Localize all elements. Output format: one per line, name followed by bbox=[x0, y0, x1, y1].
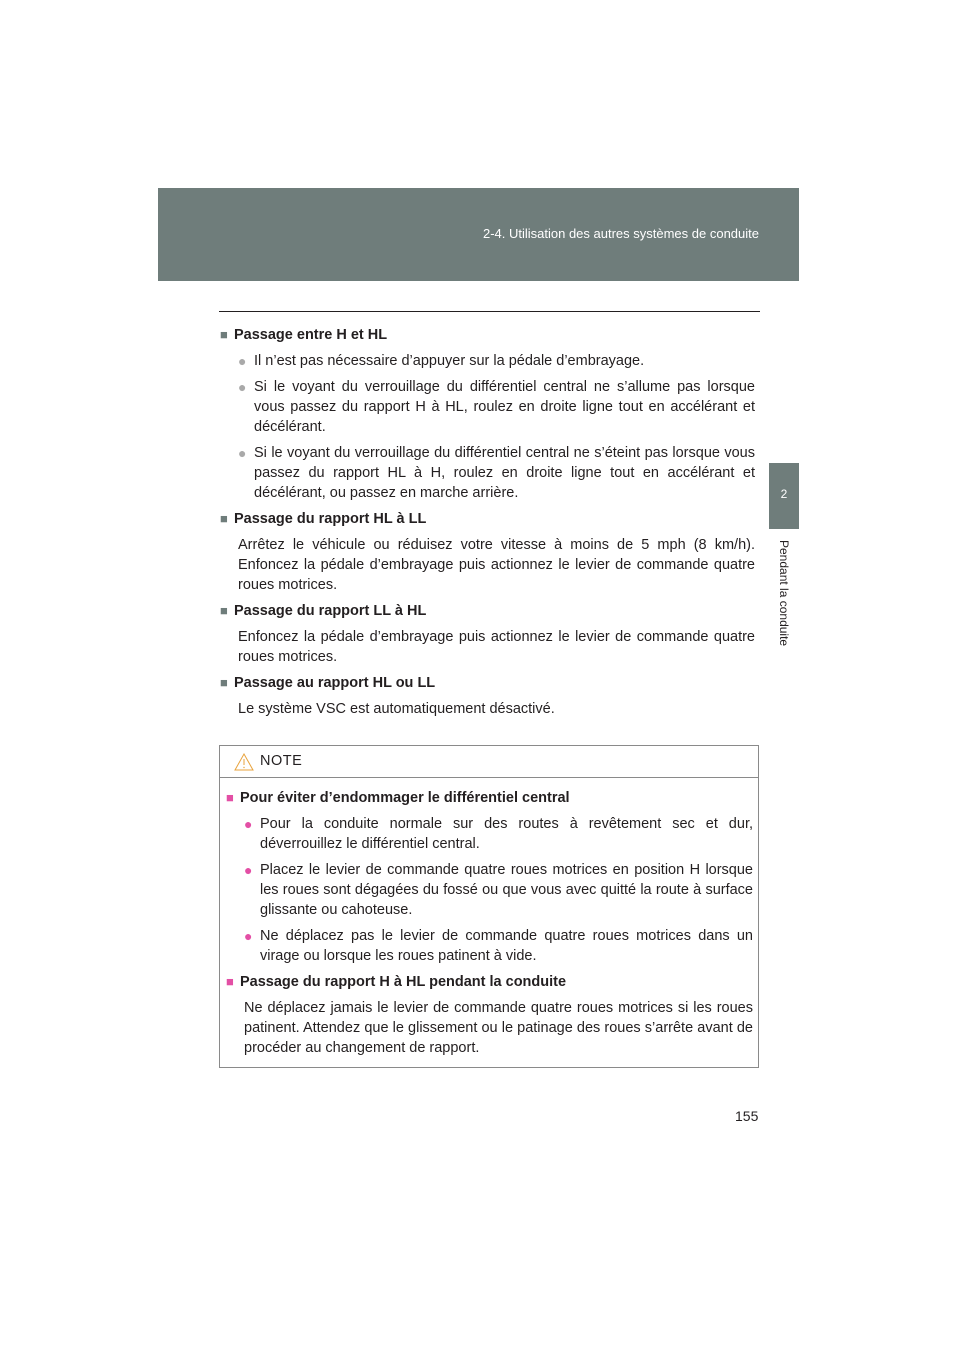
chapter-side-label bbox=[767, 540, 801, 670]
section-heading: Passage entre H et HL bbox=[234, 327, 388, 343]
section-heading: Passage du rapport LL à HL bbox=[234, 603, 427, 619]
circle-bullet-icon: ● bbox=[238, 379, 247, 395]
list-item: ● Il n’est pas nécessaire d’appuyer sur la pédale d’embrayage. bbox=[238, 353, 645, 369]
chapter-number: 2 bbox=[780, 487, 788, 501]
square-bullet-icon: ■ bbox=[220, 675, 228, 690]
list-item: ● Si le voyant du verrouillage du différentiel central ne s’éteint pas lorsque vous passez du rapport HL à H, roulez en droite ligne tout en accélérant et décélérant, ou passez en marche arrière. bbox=[238, 445, 755, 501]
note-text: Ne déplacez jamais le levier de commande quatre roues motrices si les roues patinent. Attendez que le glissement ou le patinage des roues s’arrête avant de procéder au changement de rapport. bbox=[244, 1000, 753, 1056]
chapter-tab bbox=[769, 463, 799, 529]
section-hl-or-ll bbox=[220, 673, 755, 719]
list-item: ● Ne déplacez pas le levier de commande quatre roues motrices dans un virage ou lorsque les roues patinent à vide. bbox=[244, 928, 753, 964]
section-ll-to-hl bbox=[220, 601, 755, 667]
note-heading: Passage du rapport H à HL pendant la conduite bbox=[240, 974, 567, 990]
circle-bullet-icon: ● bbox=[238, 445, 247, 461]
list-item: ● Si le voyant du verrouillage du différentiel central ne s’allume pas lorsque vous passez du rapport H à HL, roulez en droite ligne tout en accélérant et décélérant. bbox=[238, 379, 755, 435]
chapter-title: Pendant la conduite bbox=[777, 540, 791, 647]
list-item: ● Placez le levier de commande quatre roues motrices en position H lorsque les roues sont dégagées du fossé ou que vous avec quitté la route à surface glissante ou cahoteuse. bbox=[244, 862, 753, 918]
note-body bbox=[226, 788, 753, 1064]
circle-bullet-icon: ● bbox=[244, 816, 253, 832]
section-hl-to-ll bbox=[220, 509, 755, 595]
section-text: Enfoncez la pédale d’embrayage puis actionnez le levier de commande quatre roues motrices. bbox=[238, 629, 755, 665]
main-content bbox=[220, 325, 755, 725]
section-header-band bbox=[158, 188, 799, 281]
square-bullet-icon: ■ bbox=[226, 974, 234, 989]
warning-triangle-icon bbox=[234, 753, 254, 771]
section-text: Le système VSC est automatiquement désactivé. bbox=[238, 701, 555, 717]
note-box bbox=[219, 745, 759, 1068]
note-header bbox=[220, 746, 758, 778]
note-title: NOTE bbox=[260, 753, 303, 769]
note-heading: Pour éviter d’endommager le différentiel central bbox=[240, 790, 570, 806]
square-bullet-icon: ■ bbox=[220, 603, 228, 618]
list-item: ● Pour la conduite normale sur des routes à revêtement sec et dur, déverrouillez le différentiel central. bbox=[244, 816, 753, 852]
square-bullet-icon: ■ bbox=[220, 327, 228, 342]
circle-bullet-icon: ● bbox=[244, 862, 253, 878]
circle-bullet-icon: ● bbox=[238, 353, 247, 369]
circle-bullet-icon: ● bbox=[244, 928, 253, 944]
square-bullet-icon: ■ bbox=[220, 511, 228, 526]
square-bullet-icon: ■ bbox=[226, 790, 234, 805]
page-number: 155 bbox=[735, 1108, 759, 1124]
section-shift-h-hl bbox=[220, 325, 755, 503]
section-text: Arrêtez le véhicule ou réduisez votre vitesse à moins de 5 mph (8 km/h). Enfoncez la pédale d’embrayage puis actionnez le levier de commande quatre roues motrices. bbox=[238, 537, 755, 593]
section-title: 2-4. Utilisation des autres systèmes de conduite bbox=[482, 226, 759, 241]
section-heading: Passage du rapport HL à LL bbox=[234, 511, 427, 527]
section-heading: Passage au rapport HL ou LL bbox=[234, 675, 436, 691]
top-divider bbox=[219, 311, 760, 312]
